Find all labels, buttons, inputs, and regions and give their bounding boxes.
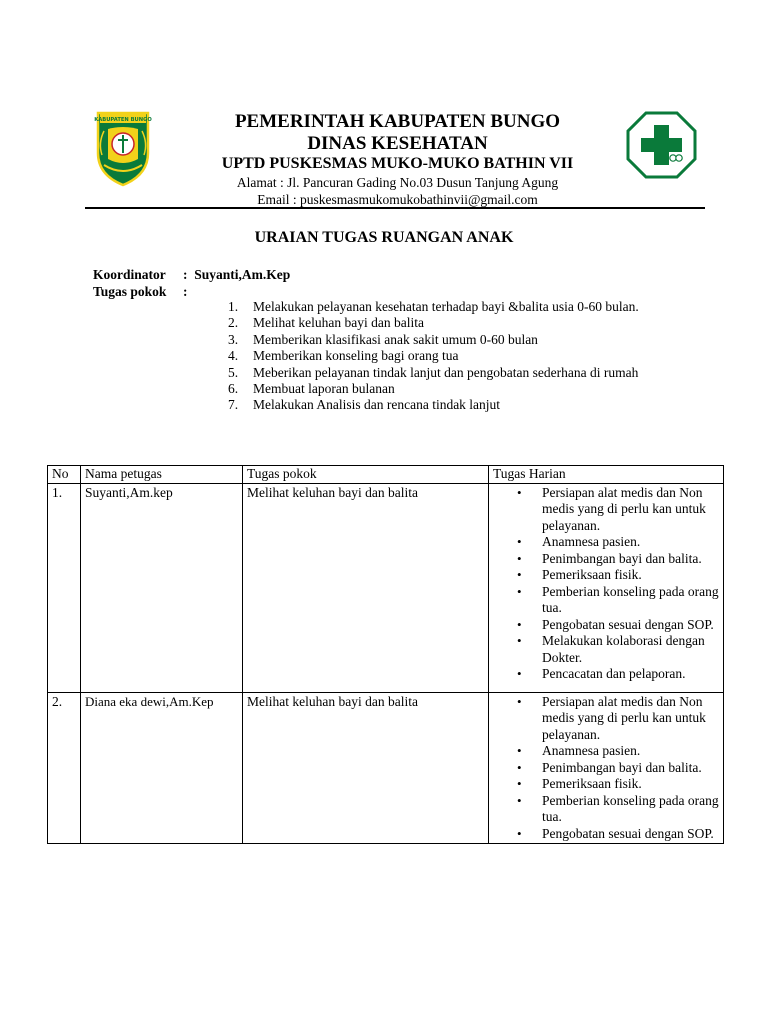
bullet-icon: •: [517, 693, 522, 709]
list-item: 7. Melakukan Analisis dan rencana tindak lanjut: [228, 397, 501, 413]
bullet-icon: •: [517, 616, 522, 632]
list-item: • Pemeriksaan fisik.: [517, 776, 642, 791]
bullet-icon: •: [517, 743, 522, 758]
kabupaten-bungo-emblem: [94, 109, 152, 187]
cell-tugas-pokok: Melihat keluhan bayi dan balita: [243, 483, 489, 692]
cell-nama: Diana eka dewi,Am.Kep: [81, 692, 243, 844]
cell-nama: Suyanti,Am.kep: [81, 483, 243, 692]
bullet-icon: •: [517, 484, 522, 500]
table-row: [48, 692, 724, 844]
table-header-row: [48, 466, 724, 484]
header-government: PEMERINTAH KABUPATEN BUNGO: [234, 111, 561, 132]
tugas-pokok-line: [93, 285, 188, 299]
list-item: • Melakukan kolaborasi dengan Dokter.: [517, 633, 705, 665]
list-item: 5. Meberikan pelayanan tindak lanjut dan pengobatan sederhana di rumah: [228, 364, 639, 380]
list-item: • Penimbangan bayi dan balita.: [517, 759, 702, 775]
header-puskesmas: UPTD PUSKESMAS MUKO-MUKO BATHIN VII: [221, 155, 574, 172]
list-item: 2. Melihat keluhan bayi dan balita: [228, 315, 424, 331]
header-divider: [85, 207, 705, 209]
bullet-icon: •: [517, 633, 522, 648]
tugas-pokok-label: Tugas pokok: [93, 284, 167, 299]
list-item: 6. Membuat laporan bulanan: [228, 381, 395, 397]
col-header-tugas-pokok: Tugas pokok: [243, 466, 489, 484]
list-item: 1. Melakukan pelayanan kesehatan terhadap bayi &balita usia 0-60 bulan.: [228, 299, 639, 314]
list-item: • Anamnesa pasien.: [517, 534, 641, 549]
bullet-icon: •: [517, 776, 522, 791]
table-row: [48, 483, 724, 692]
list-item: • Penimbangan bayi dan balita.: [517, 550, 702, 566]
list-item: • Persiapan alat medis dan Non medis yang di perlu kan untuk pelayanan.: [517, 693, 706, 742]
list-item: 3. Memberikan klasifikasi anak sakit umum 0-60 bulan: [228, 331, 538, 347]
header-address: Alamat : Jl. Pancuran Gading No.03 Dusun Tanjung Agung: [236, 175, 559, 190]
list-item: 4. Memberikan konseling bagi orang tua: [228, 348, 459, 364]
task-table: [47, 465, 724, 844]
koordinator-line: [93, 268, 290, 282]
header-department: DINAS KESEHATAN: [307, 133, 488, 154]
puskesmas-logo-icon: [625, 109, 698, 181]
col-header-no: No: [48, 466, 81, 484]
bullet-icon: •: [517, 825, 522, 841]
koordinator-label: Koordinator: [93, 267, 166, 282]
list-item: • Pengobatan sesuai dengan SOP.: [517, 825, 714, 841]
bullet-icon: •: [517, 534, 522, 549]
col-header-nama: Nama petugas: [81, 466, 243, 484]
header-email: Email : puskesmasmukomukobathinvii@gmail.com: [257, 192, 538, 207]
list-item: • Pengobatan sesuai dengan SOP.: [517, 616, 714, 632]
bullet-icon: •: [517, 583, 522, 599]
tugas-pokok-separator: :: [183, 284, 188, 299]
bullet-icon: •: [517, 759, 522, 775]
document-title: URAIAN TUGAS RUANGAN ANAK: [254, 229, 514, 246]
bullet-icon: •: [517, 666, 522, 681]
bullet-icon: •: [517, 550, 522, 566]
cell-tugas-harian: [489, 483, 724, 692]
list-item: • Pemberian konseling pada orang tua.: [517, 792, 719, 824]
bullet-icon: •: [517, 567, 522, 582]
list-item: • Pemberian konseling pada orang tua.: [517, 583, 719, 615]
emblem-lettering: KABUPATEN BUNGO: [94, 117, 152, 123]
col-header-tugas-harian: Tugas Harian: [489, 466, 724, 484]
koordinator-value: Suyanti,Am.Kep: [194, 267, 291, 282]
duties-list: [228, 299, 673, 414]
koordinator-separator: :: [183, 267, 188, 282]
list-item: • Pemeriksaan fisik.: [517, 567, 642, 582]
bullet-icon: •: [517, 792, 522, 808]
cell-no: 1.: [48, 483, 81, 692]
list-item: • Anamnesa pasien.: [517, 743, 641, 758]
harian-list: [493, 694, 719, 843]
list-item: • Pencacatan dan pelaporan.: [517, 666, 686, 681]
cell-no: 2.: [48, 692, 81, 844]
cell-tugas-pokok: Melihat keluhan bayi dan balita: [243, 692, 489, 844]
list-item: • Persiapan alat medis dan Non medis yang di perlu kan untuk pelayanan.: [517, 484, 706, 533]
harian-list: [493, 485, 719, 691]
cell-tugas-harian: [489, 692, 724, 844]
